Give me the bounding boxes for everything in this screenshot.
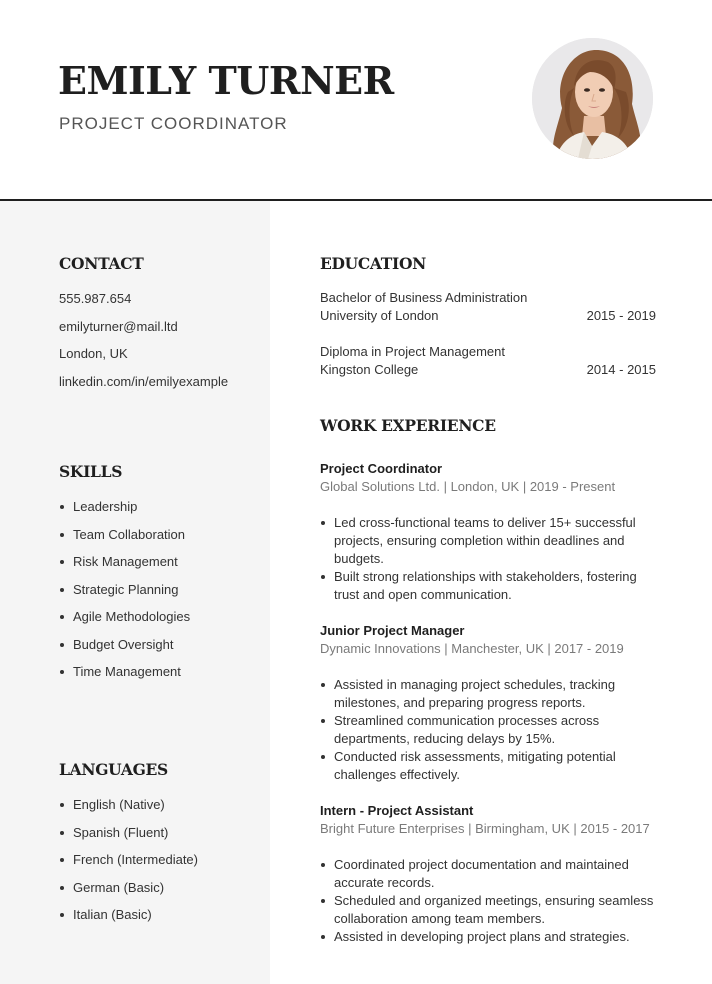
skill-item: Time Management: [59, 664, 190, 692]
job-bullet: Scheduled and organized meetings, ensuring seamless collaboration among team members.: [320, 892, 660, 928]
education-years: 2015 - 2019: [586, 308, 656, 323]
job-bullet: Streamlined communication processes across departments, reducing delays by 15%.: [320, 712, 660, 748]
job-title: PROJECT COORDINATOR: [59, 114, 288, 133]
portrait-illustration: [532, 38, 653, 159]
skill-item: Budget Oversight: [59, 637, 190, 665]
skill-item: Strategic Planning: [59, 582, 190, 610]
job-meta: Dynamic Innovations | Manchester, UK | 2017 - 2019: [320, 641, 624, 656]
education-entry: [320, 343, 656, 379]
job-bullet: Conducted risk assessments, mitigating potential challenges effectively.: [320, 748, 660, 784]
language-item: French (Intermediate): [59, 852, 198, 880]
contact-email: emilyturner@mail.ltd: [59, 318, 178, 334]
languages-list: [59, 797, 198, 935]
contact-list: [59, 291, 228, 401]
job-position: Intern - Project Assistant: [320, 803, 474, 818]
languages-heading: LANGUAGES: [59, 760, 168, 779]
school-name: University of London: [320, 308, 439, 323]
skill-item: Team Collaboration: [59, 527, 190, 555]
job-entry: [320, 622, 660, 784]
job-bullet: Built strong relationships with stakeholders, fostering trust and open communication.: [320, 568, 660, 604]
degree-name: Diploma in Project Management: [320, 344, 505, 359]
job-position: Project Coordinator: [320, 461, 443, 476]
job-meta: Global Solutions Ltd. | London, UK | 2019 - Present: [320, 479, 616, 494]
job-bullets: [320, 676, 660, 784]
contact-location: London, UK: [59, 346, 128, 362]
job-bullet: Led cross-functional teams to deliver 15+ successful projects, ensuring completion within deadlines and budgets.: [320, 514, 660, 568]
contact-phone: 555.987.654: [59, 291, 132, 306]
job-entry: [320, 460, 660, 604]
job-position: Junior Project Manager: [320, 623, 465, 638]
job-bullet: Assisted in developing project plans and strategies.: [320, 928, 660, 946]
language-item: German (Basic): [59, 880, 198, 908]
skill-item: Leadership: [59, 499, 190, 527]
school-name: Kingston College: [320, 362, 419, 377]
degree-name: Bachelor of Business Administration: [320, 290, 528, 305]
resume-header: [0, 0, 712, 200]
job-bullets: [320, 514, 660, 604]
contact-heading: CONTACT: [59, 254, 144, 273]
education-years: 2014 - 2015: [586, 362, 656, 377]
education-entry: [320, 289, 656, 325]
job-entry: [320, 802, 660, 946]
job-meta: Bright Future Enterprises | Birmingham, UK | 2015 - 2017: [320, 821, 650, 836]
job-bullet: Assisted in managing project schedules, tracking milestones, and preparing progress reports.: [320, 676, 660, 712]
experience-heading: WORK EXPERIENCE: [320, 416, 496, 435]
profile-photo: [532, 38, 653, 159]
language-item: Italian (Basic): [59, 907, 198, 935]
language-item: English (Native): [59, 797, 198, 825]
skill-item: Risk Management: [59, 554, 190, 582]
skills-heading: SKILLS: [59, 462, 123, 481]
contact-linkedin: linkedin.com/in/emilyexample: [59, 373, 229, 389]
job-bullets: [320, 856, 660, 946]
skill-item: Agile Methodologies: [59, 609, 190, 637]
job-bullet: Coordinated project documentation and maintained accurate records.: [320, 856, 660, 892]
education-heading: EDUCATION: [320, 254, 427, 273]
skills-list: [59, 499, 190, 692]
name-heading: EMILY TURNER: [58, 58, 394, 103]
language-item: Spanish (Fluent): [59, 825, 198, 853]
